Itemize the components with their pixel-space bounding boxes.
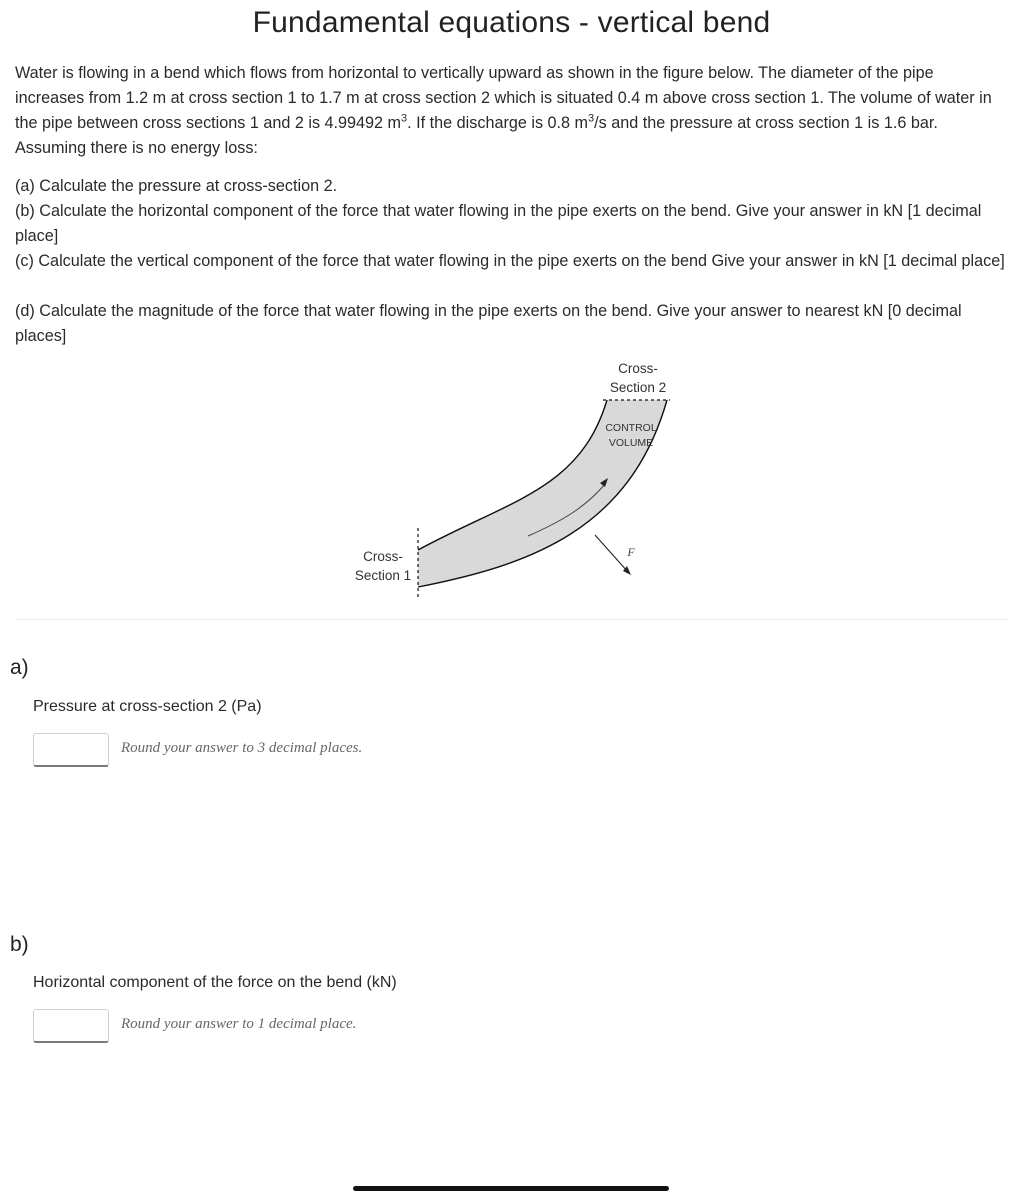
- part-a-label: Pressure at cross-section 2 (Pa): [33, 698, 262, 715]
- control-volume-label-line1: CONTROL: [605, 422, 657, 434]
- part-a-hint: Round your answer to 3 decimal places.: [121, 740, 363, 756]
- part-a-letter: a): [10, 656, 29, 679]
- problem-statement: [15, 61, 1005, 161]
- home-indicator[interactable]: [353, 1186, 669, 1191]
- page-title: Fundamental equations - vertical bend: [252, 6, 771, 39]
- section-divider: [15, 619, 1007, 620]
- cross-section-2-label-line2: Section 2: [609, 380, 667, 395]
- question-c: (c) Calculate the vertical component of the force that water flowing in the pipe exerts on the bend Give your answer in kN [1 decimal place]: [15, 252, 1005, 270]
- statement-text-1: Water is flowing in a bend which flows from horizontal to vertically upward as shown in the figure below. The diameter of the pipe increases from 1.2 m at cross section 1 to 1.7 m at cross section 2 which is situated 0.4 m above cross section 1. The volume of water in the pipe between cross sections 1 and 2 is 4.99492 m: [15, 64, 992, 132]
- statement-text-2: . If the discharge is 0.8 m: [407, 114, 589, 132]
- superscript-2: 3: [588, 112, 595, 125]
- part-b-label: Horizontal component of the force on the bend (kN): [33, 974, 397, 991]
- force-label: F: [627, 545, 635, 559]
- question-d: (d) Calculate the magnitude of the force that water flowing in the pipe exerts on the bend. Give your answer to nearest kN [0 decimal places]: [15, 302, 962, 345]
- bend-diagram: [330, 350, 690, 610]
- part-a-answer-input[interactable]: [33, 733, 109, 767]
- statement-text-3: /s and the pressure at cross section 1 is 1.6 bar. Assuming there is no energy loss:: [15, 114, 938, 157]
- cross-section-1-label-line1: Cross-: [363, 549, 403, 564]
- question-a: (a) Calculate the pressure at cross-section 2.: [15, 177, 338, 195]
- part-b-letter: b): [10, 933, 29, 956]
- force-arrow: [595, 535, 628, 572]
- part-b-answer-input[interactable]: [33, 1009, 109, 1043]
- superscript-1: 3: [401, 112, 408, 125]
- cross-section-2-label-line1: Cross-: [618, 361, 658, 376]
- control-volume-label-line2: VOLUME: [608, 437, 654, 449]
- question-b: (b) Calculate the horizontal component of the force that water flowing in the pipe exerts on the bend. Give your answer in kN [1 decimal place]: [15, 202, 982, 245]
- cross-section-1-label-line2: Section 1: [354, 568, 412, 583]
- part-b-hint: Round your answer to 1 decimal place.: [121, 1016, 357, 1032]
